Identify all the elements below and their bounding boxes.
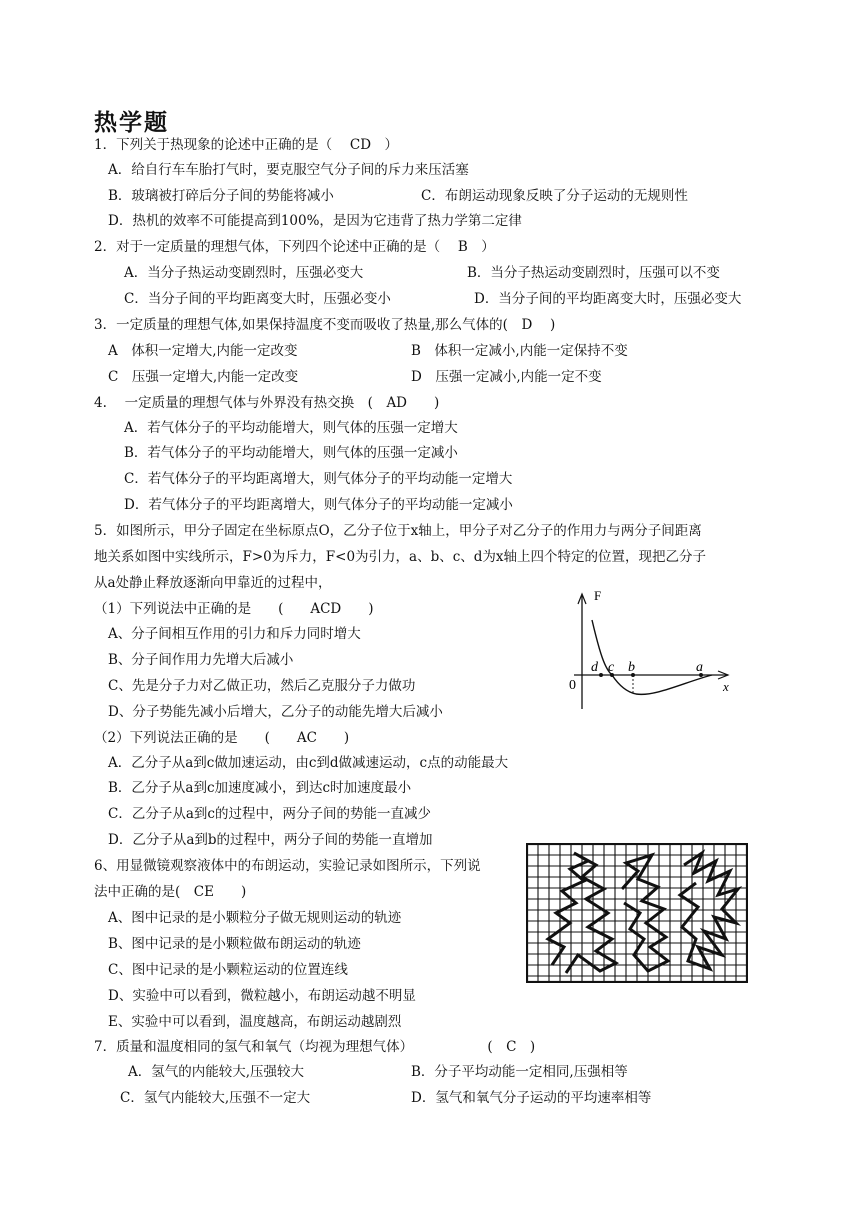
q4-option-a: A．若气体分子的平均动能增大，则气体的压强一定增大 (124, 420, 458, 436)
q4-stem: 4. 一定质量的理想气体与外界没有热交换 ( AD ) (94, 395, 440, 411)
q3-option-b: B 体积一定减小,内能一定保持不变 (411, 343, 628, 359)
q5-stem-line3: 从a处静止释放逐渐向甲靠近的过程中， (94, 575, 332, 591)
q2-option-d: D．当分子间的平均距离变大时，压强必变大 (474, 291, 742, 307)
q5-part1-option-b: B、分子间作用力先增大后减小 (108, 652, 294, 668)
q6-option-c: C、图中记录的是小颗粒运动的位置连线 (108, 962, 348, 978)
label-d: d (591, 660, 598, 675)
q3-option-d: D 压强一定减小,内能一定不变 (411, 369, 602, 385)
q1-stem: 1．下列关于热现象的论述中正确的是（ CD ） (94, 137, 399, 153)
q2-option-b: B．当分子热运动变剧烈时，压强可以不变 (467, 265, 720, 281)
particle-track-3 (680, 853, 738, 969)
q7-option-c: C．氢气内能较大,压强不一定大 (120, 1090, 311, 1106)
q5-part1-option-c: C、先是分子力对乙做正功，然后乙克服分子力做功 (108, 678, 416, 694)
q5-part2-option-d: D．乙分子从a到b的过程中，两分子间的势能一直增加 (108, 832, 433, 848)
brownian-motion-figure (526, 843, 748, 983)
q1-option-c: C．布朗运动现象反映了分子运动的无规则性 (421, 188, 688, 204)
point-d (599, 673, 603, 677)
q3-option-a: A 体积一定增大,内能一定改变 (108, 343, 298, 359)
q5-part1-stem: （1）下列说法中正确的是 ( ACD ) (94, 601, 374, 617)
q4-option-c: C．若气体分子的平均距离增大，则气体分子的平均动能一定增大 (124, 471, 513, 487)
label-b: b (628, 660, 635, 675)
q2-option-c: C．当分子间的平均距离变大时，压强必变小 (124, 291, 391, 307)
q5-part1-option-d: D、分子势能先减小后增大，乙分子的动能先增大后减小 (108, 704, 443, 720)
q5-part2-stem: （2）下列说法正确的是 ( AC ) (94, 730, 350, 746)
f-axis-label: F (594, 588, 602, 603)
q3-option-c: C 压强一定增大,内能一定改变 (108, 369, 299, 385)
q6-stem-line1: 6、用显微镜观察液体中的布朗运动，实验记录如图所示，下列说 (94, 858, 481, 874)
q1-option-a: A．给自行车车胎打气时，要克服空气分子间的斥力来压活塞 (108, 162, 469, 178)
force-curve (592, 620, 712, 694)
q6-option-d: D、实验中可以看到，微粒越小，布朗运动越不明显 (108, 988, 416, 1004)
q5-part2-option-b: B．乙分子从a到c加速度减小，到达c时加速度最小 (108, 780, 412, 796)
force-distance-figure (560, 584, 740, 714)
x-axis-label: x (723, 679, 729, 694)
q5-part2-option-a: A．乙分子从a到c做加速运动，由c到d做减速运动，c点的动能最大 (108, 755, 509, 771)
q6-option-e: E、实验中可以看到，温度越高，布朗运动越剧烈 (108, 1014, 402, 1030)
q6-option-b: B、图中记录的是小颗粒做布朗运动的轨迹 (108, 936, 361, 952)
q1-option-d: D．热机的效率不可能提高到100%，是因为它违背了热力学第二定律 (108, 213, 522, 229)
q6-option-a: A、图中记录的是小颗粒分子做无规则运动的轨迹 (108, 910, 402, 926)
q7-option-d: D．氢气和氧气分子运动的平均速率相等 (411, 1090, 652, 1106)
q7-stem: 7．质量和温度相同的氢气和氧气（均视为理想气体） ( C ) (94, 1039, 536, 1055)
q2-option-a: A．当分子热运动变剧烈时，压强必变大 (124, 265, 364, 281)
q7-option-a: A．氢气的内能较大,压强较大 (128, 1064, 305, 1080)
q5-stem-line1: 5．如图所示，甲分子固定在坐标原点O，乙分子位于x轴上，甲分子对乙分子的作用力与两分子间距离 (94, 523, 702, 539)
q5-part2-option-c: C．乙分子从a到c的过程中，两分子间的势能一直减少 (108, 806, 431, 822)
q4-option-b: B．若气体分子的平均动能增大，则气体的压强一定减小 (124, 445, 458, 461)
q6-stem-line2: 法中正确的是( CE ) (94, 884, 247, 900)
page-title: 热学题 (94, 110, 169, 136)
q5-stem-line2: 地关系如图中实线所示，F>0为斥力，F<0为引力，a、b、c、d为x轴上四个特定的位置，现把乙分子 (94, 549, 707, 565)
q1-option-b: B．玻璃被打碎后分子间的势能将减小 (108, 188, 334, 204)
q5-part1-option-a: A、分子间相互作用的引力和斥力同时增大 (108, 626, 361, 642)
q4-option-d: D．若气体分子的平均距离增大，则气体分子的平均动能一定减小 (124, 497, 513, 513)
q3-stem: 3．一定质量的理想气体,如果保持温度不变而吸收了热量,那么气体的( D ) (94, 317, 556, 333)
label-a: a (696, 660, 703, 675)
q2-stem: 2．对于一定质量的理想气体，下列四个论述中正确的是（ B ） (94, 239, 495, 255)
q7-option-b: B．分子平均动能一定相同,压强相等 (411, 1064, 628, 1080)
label-c: c (608, 660, 615, 675)
origin-label: 0 (569, 678, 576, 693)
